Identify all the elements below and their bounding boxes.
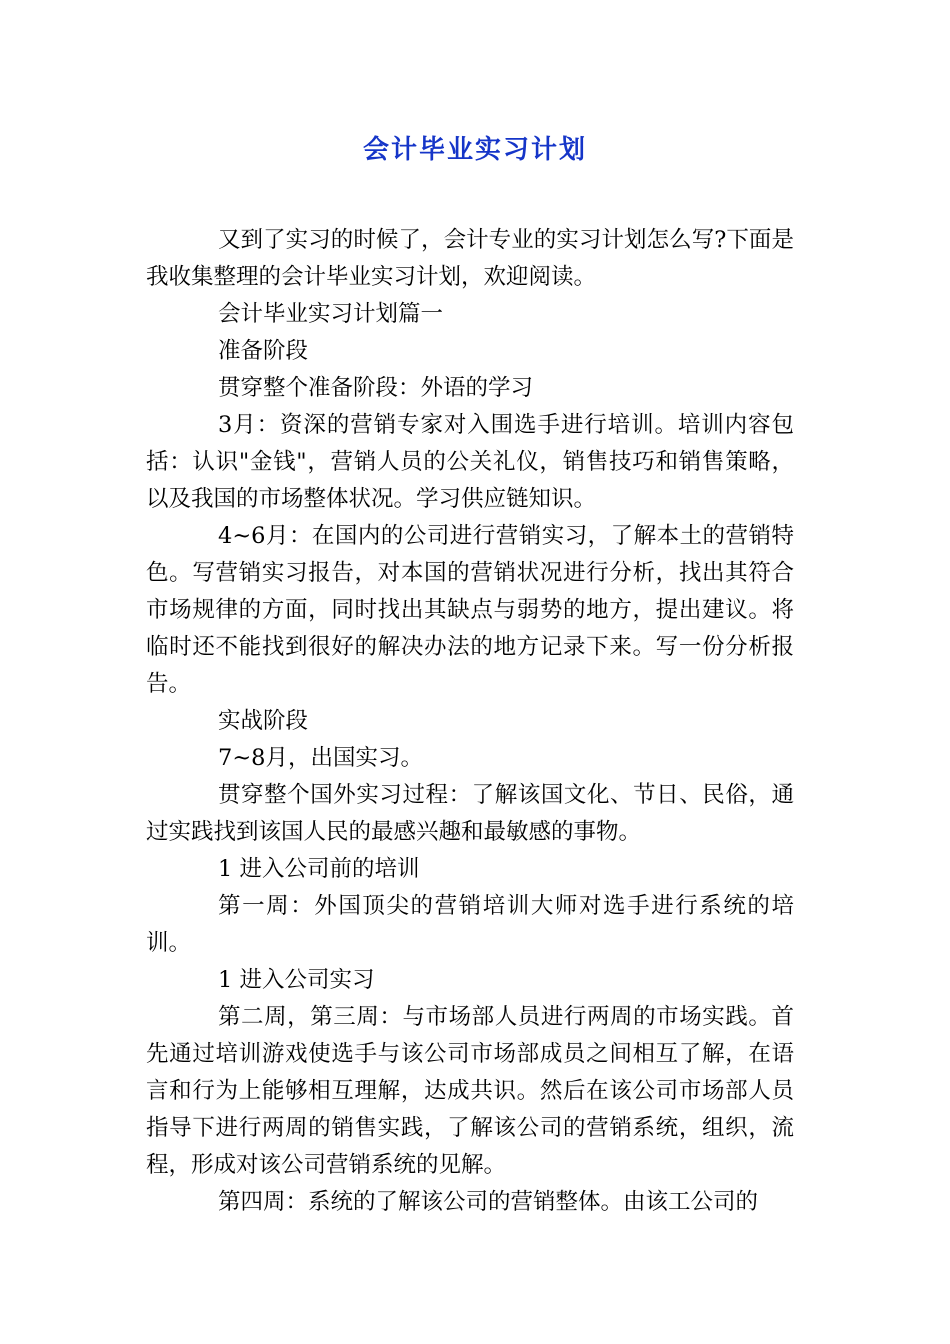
paragraph: 第二周，第三周：与市场部人员进行两周的市场实践。首先通过培训游戏使选手与该公司市场部成员之间相互了解，在语言和行为上能够相互理解，达成共识。然后在该公司市场部人员指导下进行两周的销售实践，了解该公司的营销系统，组织，流程，形成对该公司营销系统的见解。 xyxy=(146,1004,794,1178)
paragraph: 7~8月，出国实习。 xyxy=(218,745,423,771)
paragraph: 贯穿整个准备阶段：外语的学习 xyxy=(218,375,534,401)
paragraph: 又到了实习的时候了，会计专业的实习计划怎么写?下面是我收集整理的会计毕业实习计划，欢迎阅读。 xyxy=(146,227,794,290)
paragraph: 3月：资深的营销专家对入围选手进行培训。培训内容包括：认识"金钱"，营销人员的公关礼仪，销售技巧和销售策略，以及我国的市场整体状况。学习供应链知识。 xyxy=(146,412,794,512)
document-title: 会计毕业实习计划 xyxy=(362,135,587,165)
paragraph: 贯穿整个国外实习过程：了解该国文化、节日、民俗，通过实践找到该国人民的最感兴趣和最敏感的事物。 xyxy=(146,782,794,845)
paragraph: 第四周：系统的了解该公司的营销整体。由该工公司的 xyxy=(218,1189,759,1215)
paragraph: 1 进入公司前的培训 xyxy=(218,856,420,882)
paragraph: 会计毕业实习计划篇一 xyxy=(218,301,444,327)
paragraph: 第一周：外国顶尖的营销培训大师对选手进行系统的培训。 xyxy=(146,893,794,956)
paragraph: 4~6月：在国内的公司进行营销实习，了解本土的营销特色。写营销实习报告，对本国的营销状况进行分析，找出其符合市场规律的方面，同时找出其缺点与弱势的地方，提出建议。将临时还不能找到很好的解决办法的地方记录下来。写一份分析报告。 xyxy=(146,523,794,697)
paragraph: 1 进入公司实习 xyxy=(218,967,375,993)
document-body xyxy=(146,222,794,1221)
section-heading: 实战阶段 xyxy=(218,708,309,734)
section-heading: 准备阶段 xyxy=(218,338,309,364)
